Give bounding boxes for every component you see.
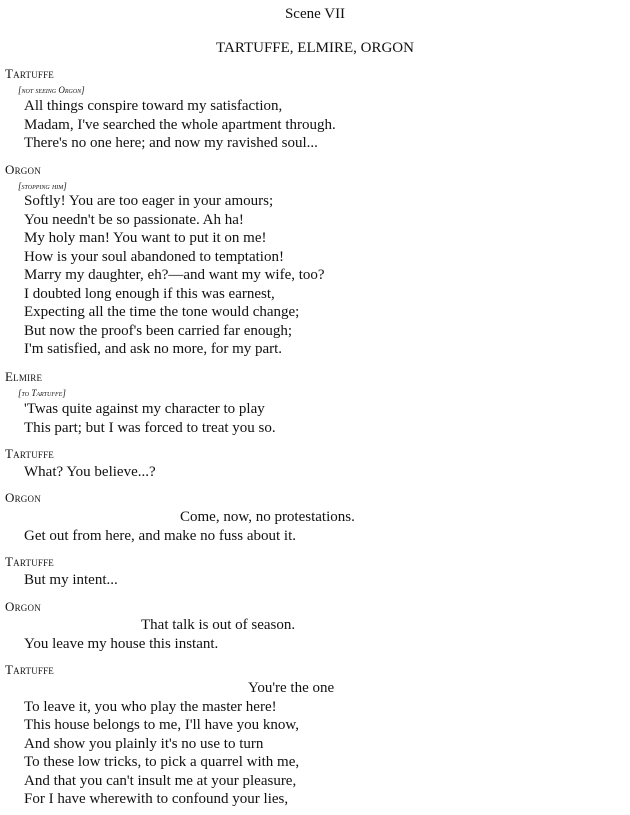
verse-line: Get out from here, and make no fuss about it. bbox=[24, 527, 297, 544]
verse-line: How is your soul abandoned to temptation! bbox=[24, 248, 284, 265]
speaker-name: Orgon bbox=[5, 490, 41, 505]
scene-cast: TARTUFFE, ELMIRE, ORGON bbox=[216, 40, 414, 56]
verse-line: To these low tricks, to pick a quarrel with me, bbox=[24, 754, 300, 770]
verse-line: All things conspire toward my satisfaction, bbox=[24, 98, 283, 114]
verse-line: Expecting all the time the tone would change; bbox=[24, 304, 300, 320]
verse-line: 'Twas quite against my character to play bbox=[24, 401, 265, 417]
verse-line: My holy man! You want to put it on me! bbox=[24, 230, 267, 246]
speaker-name: Tartuffe bbox=[5, 554, 55, 569]
speaker-name: Orgon bbox=[5, 162, 41, 177]
verse-lines bbox=[24, 97, 624, 153]
verse-line: There's no one here; and now my ravished soul... bbox=[24, 135, 318, 151]
verse-line: Softly! You are too eager in your amours; bbox=[24, 193, 274, 209]
verse-line: You leave my house this instant. bbox=[24, 635, 219, 652]
verse-line: But my intent... bbox=[24, 572, 118, 588]
verse-line: You're the one bbox=[248, 680, 335, 696]
verse-lines bbox=[24, 463, 624, 482]
stage-direction: [not seeing Orgon] bbox=[18, 85, 85, 95]
verse-line: I doubted long enough if this was earnest, bbox=[24, 285, 275, 302]
verse-lines bbox=[24, 679, 624, 809]
verse-line: And that you can't insult me at your pleasure, bbox=[24, 772, 297, 789]
speaker-name: Tartuffe bbox=[5, 66, 55, 81]
verse-line: This part; but I was forced to treat you so. bbox=[24, 419, 276, 436]
verse-lines bbox=[24, 192, 624, 359]
stage-direction: [to Tartuffe] bbox=[18, 388, 66, 398]
speaker-name: Tartuffe bbox=[5, 662, 55, 677]
verse-lines bbox=[24, 508, 624, 545]
verse-lines bbox=[24, 400, 624, 437]
verse-lines bbox=[24, 571, 624, 590]
verse-line: This house belongs to me, I'll have you know, bbox=[24, 717, 300, 733]
speaker-name: Tartuffe bbox=[5, 446, 55, 461]
verse-lines bbox=[24, 616, 624, 653]
stage-direction: [stopping him] bbox=[18, 181, 67, 191]
verse-line: For I have wherewith to confound your lies, bbox=[24, 791, 289, 807]
verse-line: But now the proof's been carried far enough; bbox=[24, 322, 293, 339]
verse-line: You needn't be so passionate. Ah ha! bbox=[24, 211, 244, 228]
verse-line: Madam, I've searched the whole apartment through. bbox=[24, 116, 336, 133]
scene-title: Scene VII bbox=[284, 6, 346, 22]
verse-line: That talk is out of season. bbox=[141, 617, 296, 633]
verse-line: What? You believe...? bbox=[24, 464, 156, 480]
verse-line: I'm satisfied, and ask no more, for my part. bbox=[24, 341, 283, 357]
verse-line: Come, now, no protestations. bbox=[180, 509, 355, 525]
speaker-name: Elmire bbox=[5, 369, 43, 384]
verse-line: Marry my daughter, eh?—and want my wife, too? bbox=[24, 267, 325, 283]
speaker-name: Orgon bbox=[5, 599, 41, 614]
verse-line: And show you plainly it's no use to turn bbox=[24, 735, 264, 752]
verse-line: To leave it, you who play the master here! bbox=[24, 698, 277, 715]
